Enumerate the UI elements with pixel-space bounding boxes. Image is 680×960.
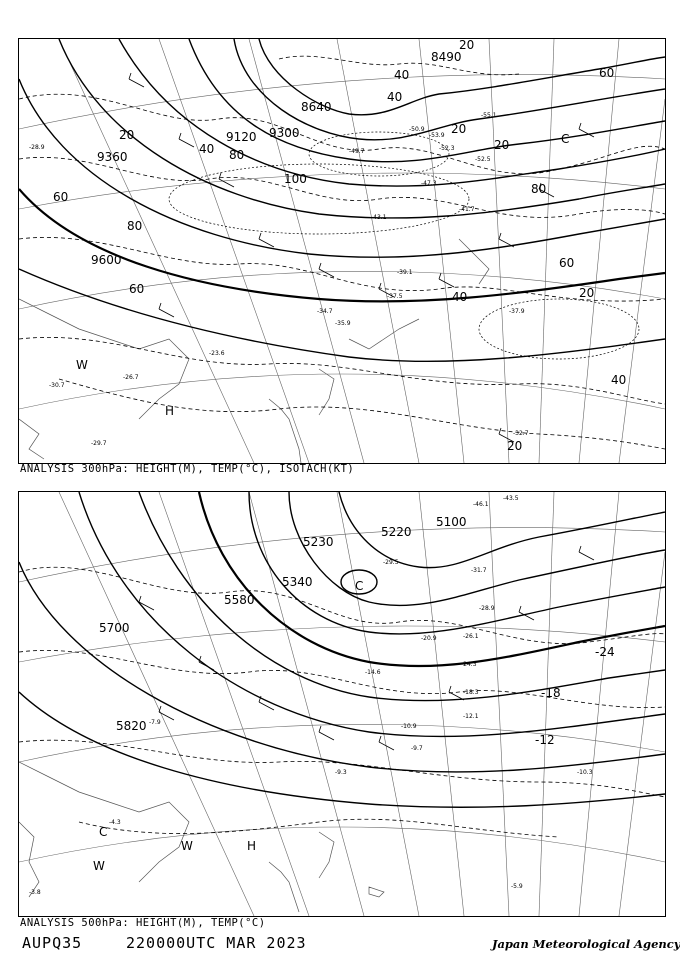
- temp-label: -24.3: [461, 661, 477, 668]
- temp-label: -47.3: [421, 180, 437, 187]
- isotach-label: 40: [387, 90, 403, 104]
- isotach-label: 60: [53, 190, 69, 204]
- temp-label: -28.9: [479, 605, 495, 612]
- isotach-label: 80: [229, 148, 245, 162]
- temp-label: -37.9: [509, 308, 525, 315]
- isotach-label: 20: [579, 286, 595, 300]
- height-contours: [19, 39, 665, 361]
- temp-label: -9.3: [335, 769, 347, 776]
- height-label: 9300: [269, 126, 300, 140]
- temp-label: -26.7: [123, 374, 139, 381]
- temp-label: -26.1: [463, 633, 479, 640]
- temp-label: -12: [535, 733, 555, 747]
- isotach-lines: [169, 132, 639, 359]
- coastline: [19, 239, 489, 463]
- caption-300hpa: ANALYSIS 300hPa: HEIGHT(M), TEMP(°C), ISOTACH(KT): [20, 463, 355, 475]
- temp-label: -43.5: [503, 495, 519, 502]
- temp-label: -39.1: [397, 269, 413, 276]
- isotach-label: 60: [559, 256, 575, 270]
- temp-label: -50.9: [409, 126, 425, 133]
- isotach-label: 100: [284, 172, 307, 186]
- height-label: 5100: [436, 515, 467, 529]
- graticule: [19, 39, 665, 463]
- analysis-time: 220000UTC MAR 2023: [126, 934, 307, 952]
- height-label: 5340: [282, 575, 313, 589]
- temp-label: -37.5: [387, 293, 403, 300]
- temp-label: -49.7: [349, 148, 365, 155]
- temp-label: -20.9: [421, 635, 437, 642]
- temp-label: -18: [541, 686, 561, 700]
- temp-label: -4.3: [109, 819, 121, 826]
- chart-code: AUPQ35: [22, 934, 83, 952]
- isotach-label: 20: [119, 128, 135, 142]
- temp-label: -41.7: [459, 206, 475, 213]
- temp-label: -29.7: [91, 440, 107, 447]
- temp-label: -30.7: [49, 382, 65, 389]
- isotach-label: 60: [599, 66, 615, 80]
- isotach-label: 20: [507, 439, 523, 453]
- height-label: 5820: [116, 719, 147, 733]
- isotach-label: 40: [394, 68, 410, 82]
- height-label: 9600: [91, 253, 122, 267]
- pressure-center: C: [355, 579, 364, 593]
- temp-label: -7.9: [149, 719, 161, 726]
- temp-label: -9.7: [411, 745, 423, 752]
- isotach-label: 40: [199, 142, 215, 156]
- temp-label: -3.8: [29, 889, 41, 896]
- caption-500hpa: ANALYSIS 500hPa: HEIGHT(M), TEMP(°C): [20, 917, 266, 929]
- temp-label: -31.7: [471, 567, 487, 574]
- temp-label: -29.5: [383, 559, 399, 566]
- height-label: 5230: [303, 535, 334, 549]
- temp-label: -5.9: [511, 883, 523, 890]
- map-300hpa: [19, 39, 665, 463]
- pressure-center: W: [181, 839, 193, 853]
- isotach-label: 20: [459, 39, 475, 52]
- isotach-label: 80: [127, 219, 143, 233]
- height-label: 9360: [97, 150, 128, 164]
- temp-label: -55.1: [481, 112, 497, 119]
- isotach-label: 20: [494, 138, 510, 152]
- temp-label: -28.9: [29, 144, 45, 151]
- temp-label: -24: [595, 645, 615, 659]
- isotach-label: 60: [129, 282, 145, 296]
- graticule: [19, 492, 665, 916]
- isotach-label: 40: [452, 290, 468, 304]
- temp-label: -14.6: [365, 669, 381, 676]
- height-label: 5220: [381, 525, 412, 539]
- pressure-center: W: [76, 358, 88, 372]
- height-label: 9120: [226, 130, 257, 144]
- chart-300hpa: [18, 38, 666, 464]
- temp-label: -10.3: [577, 769, 593, 776]
- temp-label: -43.1: [371, 214, 387, 221]
- temp-label: -52.5: [475, 156, 491, 163]
- wind-barbs: [139, 546, 594, 750]
- temp-label: -23.6: [209, 350, 225, 357]
- height-contours: [19, 492, 665, 807]
- temp-label: -34.7: [317, 308, 333, 315]
- height-label: 5700: [99, 621, 130, 635]
- coastline: [19, 762, 384, 912]
- temp-label: -53.9: [429, 132, 445, 139]
- map-500hpa: [19, 492, 665, 916]
- temp-label: -35.9: [335, 320, 351, 327]
- temp-label: -32.7: [513, 430, 529, 437]
- height-label: 8490: [431, 50, 462, 64]
- temp-label: -10.9: [401, 723, 417, 730]
- pressure-center: H: [165, 404, 175, 418]
- agency-name: Japan Meteorological Agency: [492, 937, 680, 951]
- pressure-center: C: [99, 825, 108, 839]
- isotach-label: 20: [451, 122, 467, 136]
- isotach-label: 80: [531, 182, 547, 196]
- temp-label: -46.1: [473, 501, 489, 508]
- pressure-center: C: [561, 132, 570, 146]
- height-label: 8640: [301, 100, 332, 114]
- temperature-contours: [19, 567, 665, 837]
- chart-500hpa: [18, 491, 666, 917]
- temp-label: -52.3: [439, 145, 455, 152]
- pressure-center: H: [247, 839, 257, 853]
- pressure-center: W: [93, 859, 105, 873]
- temp-label: -12.1: [463, 713, 479, 720]
- height-label: 5580: [224, 593, 255, 607]
- temp-label: -18.3: [463, 689, 479, 696]
- isotach-label: 40: [611, 373, 627, 387]
